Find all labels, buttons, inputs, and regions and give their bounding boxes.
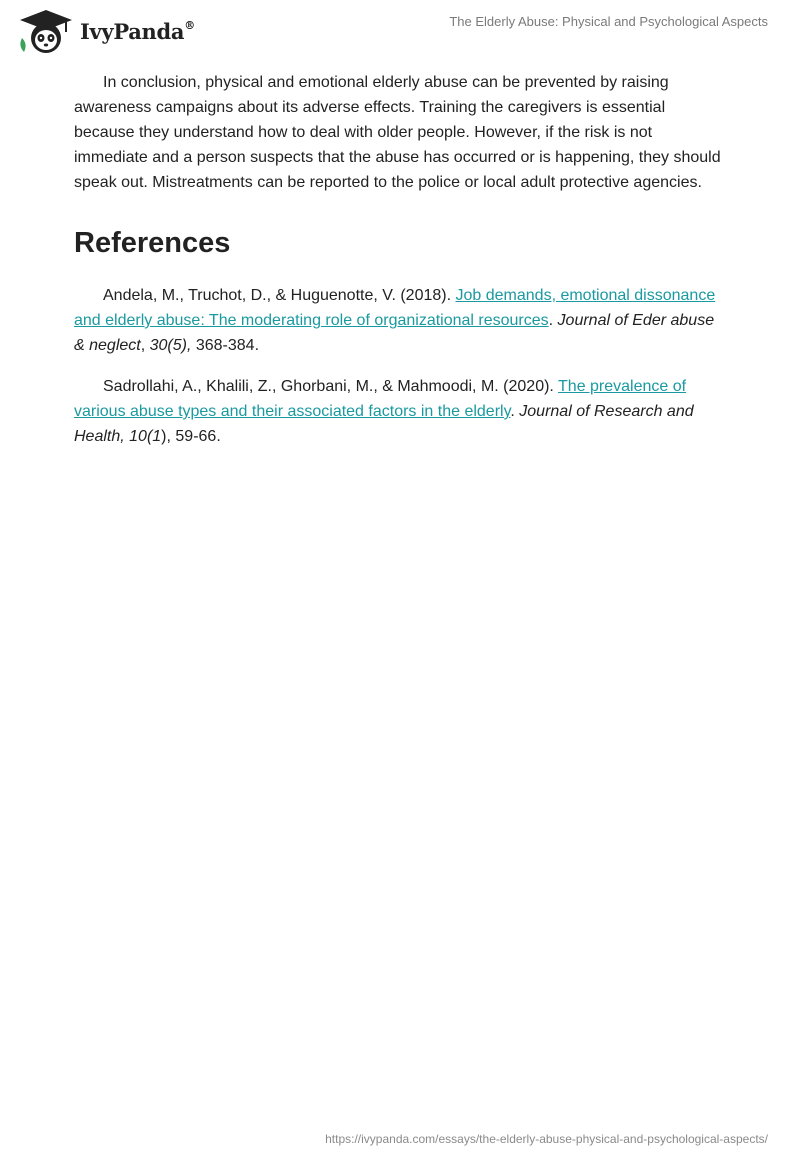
brand-logo[interactable]: [16, 8, 195, 54]
reference-link[interactable]: Job demands, emotional dissonance and elderly abuse: The moderating role of organizational resources: [74, 287, 716, 329]
reference-item: Sadrollahi, A., Khalili, Z., Ghorbani, M., & Mahmoodi, M. (2020). The prevalence of various abuse types and their associated factors in the elderly. Journal of Research and Health, 10(1), 59-66.: [74, 378, 694, 445]
references-heading: References: [74, 227, 231, 259]
conclusion-paragraph: In conclusion, physical and emotional elderly abuse can be prevented by raising awareness campaigns about its adverse effects. Training the caregivers is essential because they understand how to deal with older people. However, if the risk is not immediate and a person suspects that the abuse has occurred or is happening, they should speak out. Mistreatments can be reported to the police or local adult protective agencies.: [74, 74, 721, 191]
brand-name: IvyPanda®: [80, 18, 195, 44]
page-header: [0, 0, 800, 60]
journal-name: Journal of Research and Health, 10(1: [74, 403, 694, 445]
document-title: The Elderly Abuse: Physical and Psychological Aspects: [449, 14, 768, 29]
journal-volume: 30(5),: [149, 337, 192, 354]
page-content: [74, 70, 726, 449]
panda-graduate-icon: [16, 8, 76, 54]
reference-item: Andela, M., Truchot, D., & Huguenotte, V. (2018). Job demands, emotional dissonance and elderly abuse: The moderating role of organizational resources. Journal of Eder abuse & neglect, 30(5), 368-384.: [74, 287, 716, 354]
journal-name: Journal of Eder abuse & neglect: [74, 312, 715, 354]
reference-link[interactable]: The prevalence of various abuse types and their associated factors in the elderly: [74, 378, 687, 420]
page-url[interactable]: https://ivypanda.com/essays/the-elderly-abuse-physical-and-psychological-aspects/: [325, 1132, 768, 1146]
